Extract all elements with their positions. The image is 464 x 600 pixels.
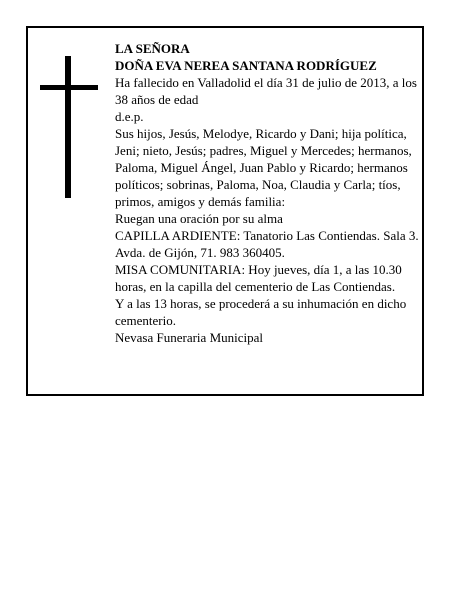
cross-horizontal-bar [40,85,98,90]
cross-vertical-bar [65,56,71,198]
burial-info: Y a las 13 horas, se procederá a su inhumación en dicho cementerio. [115,296,407,328]
cross-icon [40,56,98,198]
family-list: Sus hijos, Jesús, Melodye, Ricardo y Dani; hija política, Jeni; nieto, Jesús; padres, Miguel y Mercedes; hermanos, Paloma, Miguel Ángel, Juan Pablo y Ricardo; hermanos políticos; sobrinas, Paloma, Noa, Claudia y Carla; tíos, primos, amigos y demás familia: [115,126,412,209]
rip-text: d.e.p. [115,109,144,124]
obituary-notice [26,26,424,396]
funeral-home: Nevasa Funeraria Municipal [115,330,264,345]
prayer-request: Ruegan una oración por su alma [115,211,283,226]
notice-body [115,40,423,346]
deceased-name: DOÑA EVA NEREA SANTANA RODRÍGUEZ [115,58,377,73]
death-announcement: Ha fallecido en Valladolid el día 31 de julio de 2013, a los 38 años de edad [115,75,417,107]
chapel-info: CAPILLA ARDIENTE: Tanatorio Las Contiendas. Sala 3. Avda. de Gijón, 71. 983 360405. [115,228,419,260]
mass-info: MISA COMUNITARIA: Hoy jueves, día 1, a las 10.30 horas, en la capilla del cementerio de Las Contiendas. [115,262,402,294]
notice-title: LA SEÑORA [115,41,190,56]
